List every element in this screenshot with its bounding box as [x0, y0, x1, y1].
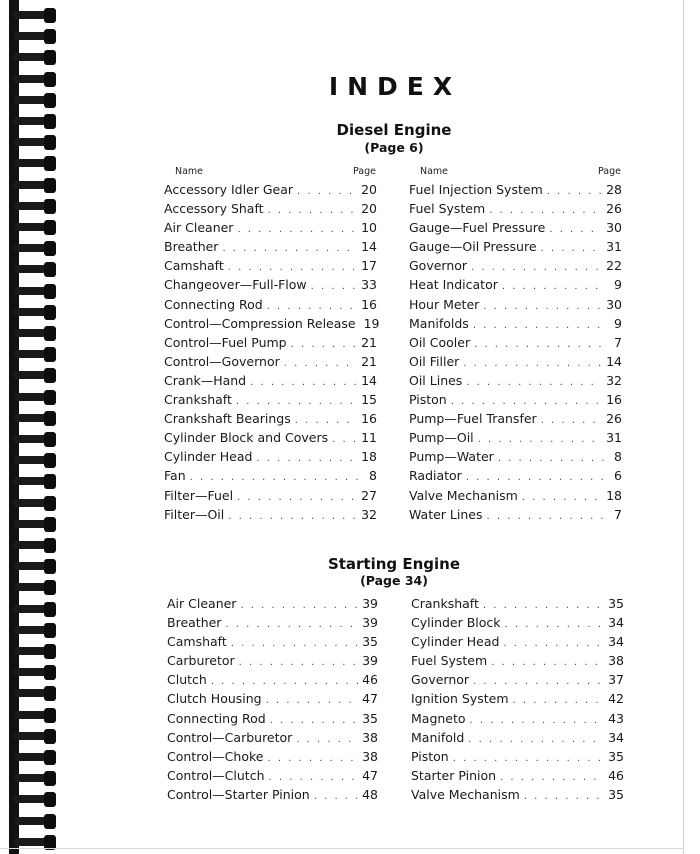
entry-name: Crankshaft — [411, 596, 479, 611]
entry-name: Accessory Idler Gear — [164, 182, 294, 197]
index-entry — [164, 315, 380, 335]
index-entry — [411, 634, 624, 653]
index-entry — [164, 335, 377, 354]
entry-page-number: 32 — [361, 506, 377, 522]
index-entry — [411, 653, 624, 672]
entry-page-number: 30 — [606, 220, 622, 236]
entry-page-number: 35 — [608, 786, 624, 802]
entry-name: Control—Clutch — [167, 767, 265, 783]
index-entry — [409, 411, 622, 430]
entry-name: Carburetor — [167, 653, 235, 669]
index-entry — [164, 354, 377, 373]
entry-name: Changeover—Full-Flow — [164, 277, 307, 293]
diesel-section-title: Diesel Engine — [336, 121, 452, 139]
leader-dots — [311, 281, 357, 292]
binding-ring — [14, 517, 60, 532]
leader-dots — [269, 772, 359, 783]
entry-page-number: 27 — [361, 487, 377, 503]
leader-dots — [498, 453, 604, 464]
leader-dots — [297, 186, 357, 197]
binding-ring — [14, 559, 60, 574]
entry-name: Valve Mechanism — [411, 786, 520, 802]
entry-name: Accessory Shaft — [164, 201, 264, 217]
index-entry — [411, 768, 624, 787]
binding-ring — [14, 708, 60, 723]
binding-ring — [14, 50, 60, 65]
leader-dots — [466, 472, 604, 483]
index-entry — [409, 449, 622, 468]
entry-name: Fuel System — [411, 653, 488, 669]
leader-dots — [267, 753, 358, 764]
binding-ring — [14, 644, 60, 659]
entry-page-number: 34 — [608, 634, 624, 650]
leader-dots — [451, 396, 602, 407]
index-entry — [167, 711, 378, 730]
leader-dots — [505, 619, 605, 630]
leader-dots — [237, 224, 357, 235]
leader-dots — [291, 339, 357, 350]
leader-dots — [190, 472, 359, 483]
entry-page-number: 26 — [606, 201, 622, 217]
entry-name: Hour Meter — [409, 296, 480, 312]
entry-page-number: 43 — [608, 710, 624, 726]
leader-dots — [225, 619, 358, 630]
index-entry — [164, 468, 377, 487]
entry-page-number: 18 — [361, 449, 377, 465]
binding-ring — [14, 771, 60, 786]
entry-name: Air Cleaner — [164, 220, 234, 236]
index-entry — [167, 768, 378, 787]
binding-ring — [14, 474, 60, 489]
entry-name: Ignition System — [411, 691, 509, 707]
entry-page-number: 7 — [614, 506, 622, 522]
entry-name: Crankshaft — [164, 392, 232, 408]
starting-section-title: Starting Engine — [327, 555, 461, 573]
entry-name: Cylinder Block — [411, 615, 501, 631]
entry-page-number: 9 — [614, 315, 622, 331]
entry-page-number: 38 — [608, 653, 624, 669]
index-entry — [167, 730, 378, 749]
binding-ring — [14, 284, 60, 299]
entry-name: Crank—Hand — [164, 372, 247, 388]
index-entry — [409, 239, 622, 258]
entry-name: Oil Filler — [409, 353, 460, 369]
index-entry — [409, 507, 622, 526]
entry-name: Manifolds — [409, 315, 469, 331]
entry-name: Filter—Oil — [164, 506, 225, 522]
index-entry — [409, 392, 622, 411]
entry-name: Starter Pinion — [411, 767, 497, 783]
entry-name: Pump—Fuel Transfer — [409, 411, 537, 427]
binding-ring — [14, 8, 60, 23]
entry-page-number: 39 — [362, 653, 378, 669]
entry-name: Governor — [411, 672, 470, 688]
index-entry — [167, 596, 378, 615]
diesel-left-page-header: Page — [353, 166, 376, 177]
entry-page-number: 7 — [614, 334, 622, 350]
index-entry — [164, 507, 377, 526]
index-entry — [167, 634, 378, 653]
entry-name: Valve Mechanism — [409, 487, 518, 503]
leader-dots — [522, 492, 602, 503]
entry-page-number: 38 — [362, 748, 378, 764]
leader-dots — [491, 657, 604, 668]
entry-page-number: 21 — [361, 334, 377, 350]
entry-page-number: 48 — [362, 786, 378, 802]
entry-name: Clutch Housing — [167, 691, 262, 707]
leader-dots — [541, 415, 602, 426]
index-entry — [164, 201, 377, 220]
index-entry — [409, 316, 622, 335]
leader-dots — [239, 657, 358, 668]
binding-ring — [14, 814, 60, 829]
entry-page-number: 15 — [361, 392, 377, 408]
entry-name: Connecting Rod — [164, 296, 263, 312]
index-entry — [411, 749, 624, 768]
entry-name: Cylinder Head — [164, 449, 253, 465]
index-entry — [409, 468, 622, 487]
entry-name: Breather — [164, 239, 219, 255]
diesel-left-column — [164, 182, 380, 526]
leader-dots — [473, 320, 604, 331]
entry-page-number: 42 — [608, 691, 624, 707]
index-entry — [411, 691, 624, 710]
leader-dots — [541, 243, 603, 254]
index-entry — [164, 449, 377, 468]
leader-dots — [502, 281, 604, 292]
leader-dots — [473, 676, 604, 687]
index-entry — [167, 653, 378, 672]
leader-dots — [547, 186, 602, 197]
index-entry — [409, 488, 622, 507]
entry-name: Control—Compression Release — [164, 315, 356, 331]
index-entry — [409, 220, 622, 239]
entry-page-number: 26 — [606, 411, 622, 427]
binding-ring — [14, 496, 60, 511]
leader-dots — [503, 638, 604, 649]
entry-page-number: 34 — [608, 615, 624, 631]
entry-name: Oil Cooler — [409, 334, 471, 350]
leader-dots — [483, 600, 604, 611]
entry-name: Radiator — [409, 468, 462, 484]
entry-page-number: 16 — [361, 411, 377, 427]
entry-page-number: 46 — [608, 767, 624, 783]
index-entry — [164, 182, 377, 201]
binding-ring — [14, 538, 60, 553]
leader-dots — [500, 772, 604, 783]
index-entry — [167, 787, 378, 806]
entry-name: Control—Fuel Pump — [164, 334, 287, 350]
index-entry — [409, 297, 622, 316]
index-entry — [409, 430, 622, 449]
binding-ring — [14, 623, 60, 638]
index-entry — [164, 411, 377, 430]
entry-name: Control—Carburetor — [167, 729, 293, 745]
index-entry — [164, 297, 377, 316]
binding-ring — [14, 114, 60, 129]
starting-left-column — [167, 596, 378, 806]
entry-page-number: 22 — [606, 258, 622, 274]
binding-ring — [14, 262, 60, 277]
entry-page-number: 10 — [361, 220, 377, 236]
diesel-right-column — [409, 182, 622, 526]
entry-page-number: 35 — [608, 596, 624, 611]
entry-page-number: 39 — [362, 615, 378, 631]
entry-name: Control—Governor — [164, 353, 280, 369]
index-entry — [164, 277, 377, 296]
leader-dots — [237, 492, 357, 503]
entry-name: Oil Lines — [409, 372, 463, 388]
index-entry — [167, 691, 378, 710]
entry-page-number: 31 — [606, 239, 622, 255]
index-entry — [167, 672, 378, 691]
binding-ring — [14, 792, 60, 807]
index-entry — [167, 615, 378, 634]
leader-dots — [524, 791, 604, 802]
entry-name: Connecting Rod — [167, 710, 266, 726]
page-bottom-edge — [0, 848, 684, 849]
binding-ring — [14, 220, 60, 235]
entry-page-number: 39 — [362, 596, 378, 611]
index-entry — [409, 373, 622, 392]
index-entry — [409, 258, 622, 277]
entry-name: Pump—Water — [409, 449, 494, 465]
index-entry — [409, 182, 622, 201]
binding-ring — [14, 750, 60, 765]
entry-page-number: 14 — [361, 239, 377, 255]
binding-ring — [14, 729, 60, 744]
binding-ring — [14, 241, 60, 256]
leader-dots — [453, 753, 604, 764]
diesel-left-name-header: Name — [175, 166, 204, 177]
leader-dots — [468, 734, 604, 745]
entry-page-number: 47 — [362, 691, 378, 707]
leader-dots — [549, 224, 602, 235]
entry-name: Gauge—Fuel Pressure — [409, 220, 546, 236]
index-entry — [411, 672, 624, 691]
leader-dots — [478, 434, 602, 445]
leader-dots — [228, 262, 357, 273]
leader-dots — [250, 377, 357, 388]
entry-name: Manifold — [411, 729, 465, 745]
leader-dots — [332, 434, 357, 445]
entry-page-number: 17 — [361, 258, 377, 274]
entry-page-number: 35 — [362, 634, 378, 650]
binding-ring — [14, 178, 60, 193]
index-entry — [409, 201, 622, 220]
binding-ring — [14, 411, 60, 426]
leader-dots — [513, 695, 605, 706]
entry-page-number: 11 — [361, 430, 377, 446]
entry-page-number: 16 — [606, 392, 622, 408]
entry-name: Piston — [411, 748, 449, 764]
entry-name: Heat Indicator — [409, 277, 498, 293]
index-entry — [167, 749, 378, 768]
entry-name: Cylinder Head — [411, 634, 500, 650]
leader-dots — [470, 715, 605, 726]
leader-dots — [483, 301, 602, 312]
entry-name: Air Cleaner — [167, 596, 237, 611]
leader-dots — [270, 715, 358, 726]
index-entry — [164, 220, 377, 239]
entry-page-number: 8 — [614, 449, 622, 465]
entry-name: Fuel Injection System — [409, 182, 543, 197]
entry-page-number: 33 — [361, 277, 377, 293]
leader-dots — [236, 396, 357, 407]
leader-dots — [314, 791, 358, 802]
entry-name: Gauge—Oil Pressure — [409, 239, 537, 255]
binding-ring — [14, 686, 60, 701]
entry-page-number: 19 — [363, 315, 380, 331]
page-title: INDEX — [328, 72, 462, 101]
index-entry — [164, 258, 377, 277]
leader-dots — [463, 358, 602, 369]
entry-page-number: 9 — [614, 277, 622, 293]
entry-page-number: 20 — [361, 182, 377, 197]
entry-page-number: 35 — [362, 710, 378, 726]
entry-page-number: 14 — [606, 353, 622, 369]
index-entry — [411, 730, 624, 749]
index-entry — [409, 277, 622, 296]
binding-ring — [14, 580, 60, 595]
binding-ring — [14, 602, 60, 617]
entry-page-number: 21 — [361, 353, 377, 369]
entry-name: Breather — [167, 615, 222, 631]
leader-dots — [222, 243, 357, 254]
entry-page-number: 35 — [608, 748, 624, 764]
entry-page-number: 16 — [361, 296, 377, 312]
binding-ring — [14, 29, 60, 44]
leader-dots — [466, 377, 602, 388]
index-entry — [409, 335, 622, 354]
entry-name: Magneto — [411, 710, 466, 726]
binding-ring — [14, 135, 60, 150]
diesel-right-page-header: Page — [598, 166, 621, 177]
binding-ring — [14, 453, 60, 468]
binding-ring — [14, 199, 60, 214]
entry-name: Crankshaft Bearings — [164, 411, 291, 427]
binding-ring — [14, 390, 60, 405]
index-entry — [411, 596, 624, 615]
leader-dots — [256, 453, 357, 464]
index-entry — [411, 787, 624, 806]
entry-page-number: 18 — [606, 487, 622, 503]
spiral-binding — [0, 0, 68, 854]
entry-name: Pump—Oil — [409, 430, 474, 446]
index-entry — [164, 373, 377, 392]
diesel-page-ref: (Page 6) — [364, 140, 424, 155]
leader-dots — [296, 734, 358, 745]
leader-dots — [240, 600, 358, 611]
index-entry — [409, 354, 622, 373]
binding-ring — [14, 156, 60, 171]
entry-name: Control—Choke — [167, 748, 264, 764]
leader-dots — [284, 358, 357, 369]
binding-ring — [14, 305, 60, 320]
entry-name: Cylinder Block and Covers — [164, 430, 329, 446]
entry-name: Filter—Fuel — [164, 487, 234, 503]
entry-name: Clutch — [167, 672, 207, 688]
leader-dots — [268, 205, 358, 216]
entry-name: Camshaft — [167, 634, 227, 650]
index-entry — [164, 488, 377, 507]
leader-dots — [487, 511, 605, 522]
entry-name: Governor — [409, 258, 468, 274]
entry-name: Piston — [409, 392, 447, 408]
index-entry — [164, 392, 377, 411]
leader-dots — [211, 676, 358, 687]
leader-dots — [266, 695, 358, 706]
entry-page-number: 28 — [606, 182, 622, 197]
index-entry — [411, 711, 624, 730]
entry-page-number: 8 — [369, 468, 377, 484]
entry-page-number: 37 — [608, 672, 624, 688]
entry-page-number: 32 — [606, 372, 622, 388]
binding-ring — [14, 368, 60, 383]
starting-page-ref: (Page 34) — [360, 573, 428, 588]
entry-page-number: 14 — [361, 372, 377, 388]
entry-name: Fuel System — [409, 201, 486, 217]
starting-right-column — [411, 596, 624, 806]
leader-dots — [474, 339, 604, 350]
entry-name: Camshaft — [164, 258, 224, 274]
entry-page-number: 47 — [362, 767, 378, 783]
leader-dots — [489, 205, 602, 216]
leader-dots — [228, 511, 357, 522]
leader-dots — [231, 638, 358, 649]
leader-dots — [471, 262, 602, 273]
entry-name: Control—Starter Pinion — [167, 786, 310, 802]
entry-page-number: 6 — [614, 468, 622, 484]
index-entry — [411, 615, 624, 634]
entry-page-number: 30 — [606, 296, 622, 312]
index-entry — [164, 239, 377, 258]
diesel-right-name-header: Name — [420, 166, 449, 177]
binding-ring — [14, 432, 60, 447]
binding-ring — [14, 665, 60, 680]
binding-ring — [14, 326, 60, 341]
index-entry — [164, 430, 377, 449]
entry-name: Water Lines — [409, 506, 483, 522]
entry-page-number: 34 — [608, 729, 624, 745]
entry-page-number: 31 — [606, 430, 622, 446]
entry-name: Fan — [164, 468, 186, 484]
entry-page-number: 20 — [361, 201, 377, 217]
entry-page-number: 46 — [362, 672, 378, 688]
leader-dots — [295, 415, 357, 426]
entry-page-number: 38 — [362, 729, 378, 745]
leader-dots — [267, 301, 357, 312]
binding-ring — [14, 347, 60, 362]
